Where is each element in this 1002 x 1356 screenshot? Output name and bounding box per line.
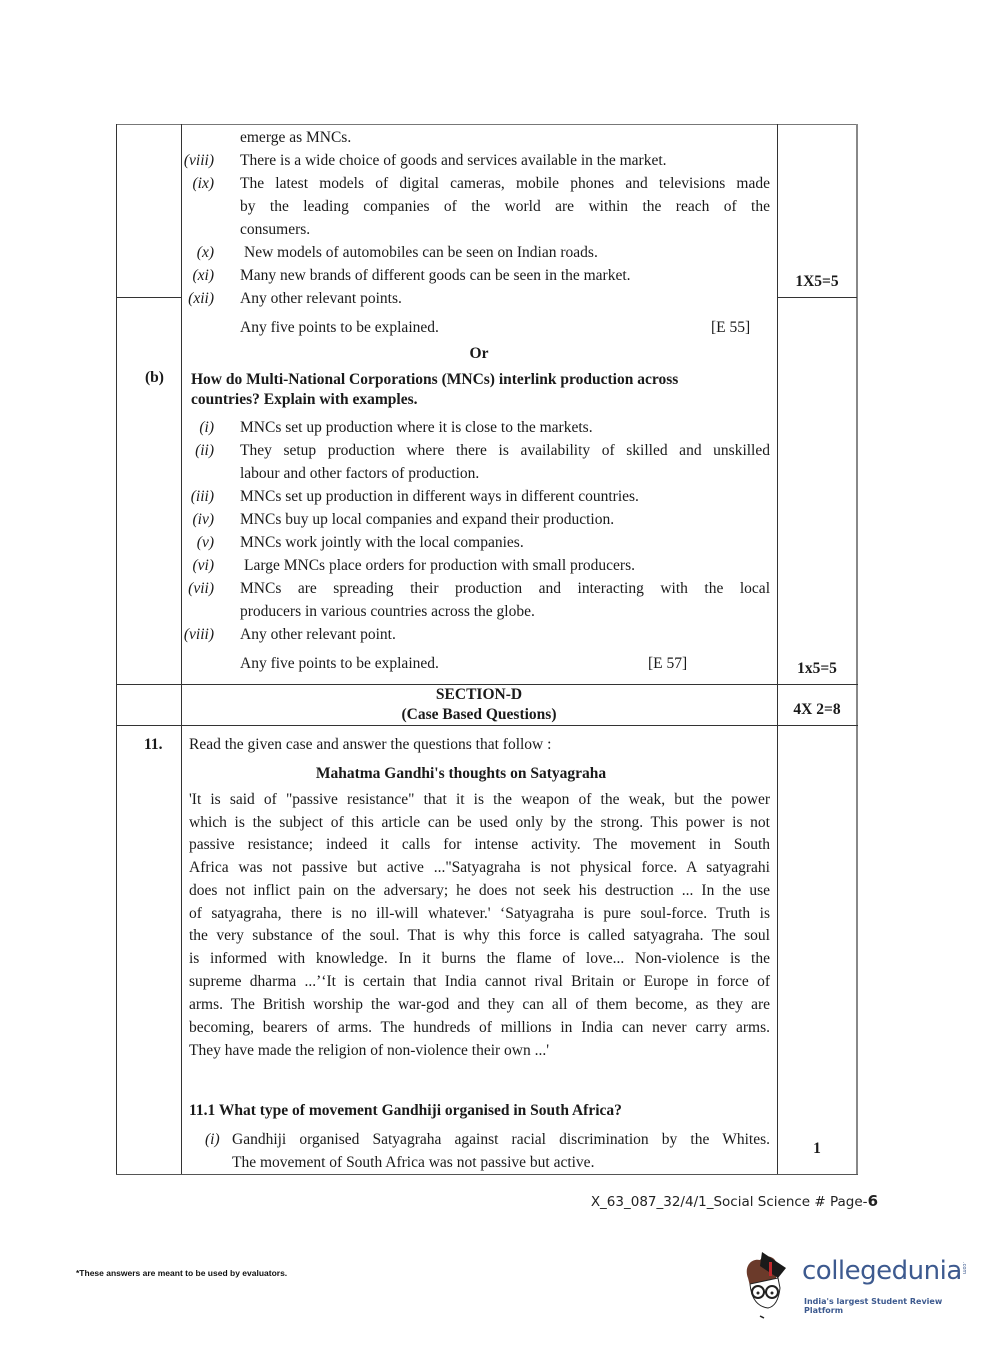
passage-line: supreme dharma ...’‘It is certain that India cannot rival Britain or Europe in force of [189,973,770,990]
table-bottom-border [116,1174,858,1175]
point-text-line: consumers. [240,221,311,238]
point-text: MNCs buy up local companies and expand their production. [240,511,615,528]
answer-line: The movement of South Africa was not passive but active. [232,1154,595,1171]
point-text: Any other relevant point. [240,626,396,643]
point-text: MNCs work jointly with the local companies. [240,534,524,551]
passage-line: which is the subject of this article can be used only by the strong. This power is not [189,814,770,831]
point-number: (iv) [192,511,214,528]
passage-line: is informed with knowledge. In it burns the flame of love... Non-violence is the [189,950,770,967]
marks-cell: 4X 2=8 [793,701,841,718]
point-number: (viii) [183,152,214,169]
point-number: (v) [196,534,214,551]
passage-line: becoming, bearers of arms. The hundreds of millions in India can never carry arms. [189,1019,770,1036]
point-text-line: labour and other factors of production. [240,465,480,482]
passage-title: Mahatma Gandhi's thoughts on Satyagraha [315,765,607,782]
point-text-line: They setup production where there is availability of skilled and unskilled [240,442,770,459]
question-text-line: How do Multi-National Corporations (MNCs) interlink production across [191,371,679,388]
marks-cell: 1x5=5 [797,660,837,677]
row-border-partial-left [116,297,181,298]
logo-tagline: India's largest Student Review Platform [804,1297,943,1315]
marks-cell: 1X5=5 [795,273,839,290]
point-number: (ii) [195,442,214,459]
collegedunia-logo [742,1248,972,1320]
passage-line: arms. The British worship the war-god and they can all of them become, as they are [189,996,770,1013]
passage-line: They have made the religion of non-violence their own ...' [189,1042,550,1059]
passage-line: the very substance of the soul. That is why this force is called satyagraha. The soul [189,927,770,944]
point-number: (vi) [192,557,214,574]
section-title: SECTION-D [435,686,523,703]
continuation-text: emerge as MNCs. [240,129,352,146]
case-intro: Read the given case and answer the questions that follow : [189,736,552,753]
point-text: MNCs set up production in different ways in different countries. [240,488,639,505]
page-code [591,1192,878,1210]
passage-line: does not inflict pain on the adversary; he does not seek his destruction ... In the use [189,882,770,899]
answer-line: Gandhiji organised Satyagraha against racial discrimination by the Whites. [232,1131,770,1148]
question-number: 11. [144,736,163,753]
point-text: There is a wide choice of goods and services available in the market. [240,152,667,169]
evaluator-disclaimer: *These answers are meant to be used by evaluators. [76,1268,288,1278]
point-number: (x) [196,244,214,261]
point-number: (i) [199,419,214,436]
sub-question: 11.1 What type of movement Gandhiji organised in South Africa? [189,1102,622,1119]
passage-line: Africa was not passive but active ..."Satyagraha is not physical force. A satyagrahi [189,859,770,876]
logo-suffix: .com [961,1262,967,1275]
point-number: (xi) [192,267,214,284]
point-number: (vii) [188,580,214,597]
point-text: New models of automobiles can be seen on Indian roads. [244,244,598,261]
marks-cell: 1 [813,1140,821,1157]
passage-line: of satyagraha, there is no ill-will whatever.' ‘Satyagraha is pure soul-force. Truth is [189,905,770,922]
logo-wordmark: collegedunia [802,1256,962,1286]
section-subtitle: (Case Based Questions) [401,706,557,723]
point-number: (xii) [188,290,214,307]
table-left-border [116,124,117,1175]
point-text-line: The latest models of digital cameras, mobile phones and televisions made [240,175,770,192]
page-code-text: X_63_087_32/4/1_Social Science # Page- [590,1194,868,1210]
reference-code: [E 55] [711,319,751,336]
point-text-line: by the leading companies of the world are within the reach of the [240,198,770,215]
row-border-partial-right [777,297,857,298]
passage-line: passive resistance; indeed it calls for intense activity. The movement in South [189,836,770,853]
point-text-line: producers in various countries across the globe. [240,603,535,620]
point-text: Many new brands of different goods can be seen in the market. [240,267,631,284]
page-number: 6 [867,1192,878,1210]
point-text: Any other relevant points. [240,290,402,307]
or-separator: Or [469,345,489,362]
passage-line: 'It is said of "passive resistance" that it is the weapon of the weak, but the power [189,791,770,808]
reference-code: [E 57] [648,655,688,672]
point-number: (ix) [192,175,214,192]
answer-number: (i) [205,1131,220,1148]
question-text-line: countries? Explain with examples. [191,391,418,408]
point-text-line: MNCs are spreading their production and interacting with the local [240,580,770,597]
instruction-note: Any five points to be explained. [240,655,439,672]
mascot-icon [742,1248,804,1320]
point-number: (iii) [190,488,214,505]
instruction-note: Any five points to be explained. [240,319,439,336]
question-label: (b) [145,369,164,386]
table-top-border [116,124,858,125]
point-number: (viii) [183,626,214,643]
point-text: Large MNCs place orders for production with small producers. [244,557,635,574]
point-text: MNCs set up production where it is close to the markets. [240,419,593,436]
